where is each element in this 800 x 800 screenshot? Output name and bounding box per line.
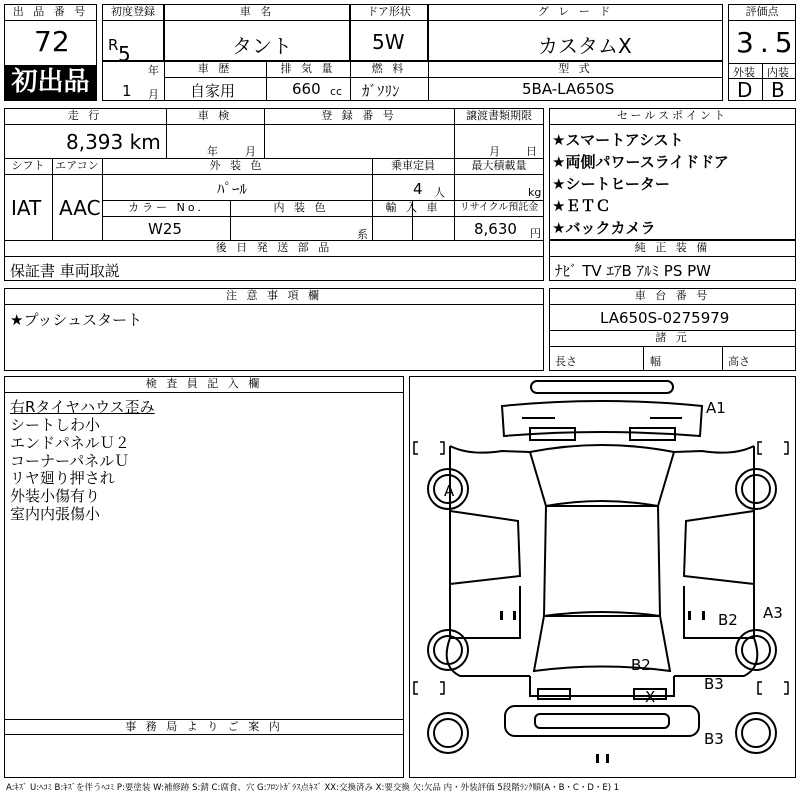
exterior-label: 外装: [733, 66, 755, 79]
month-unit: 月: [148, 88, 159, 101]
mark-a1: A1: [706, 399, 726, 417]
score-label: 評価点: [745, 5, 779, 18]
inspector-line-6: 外装小傷有り: [10, 487, 101, 505]
height-label: 高さ: [728, 355, 750, 368]
ac-value: AAC: [59, 196, 101, 220]
dims-label: 諸 元: [655, 331, 690, 344]
sales-point-2: ★両側パワースライドドア: [552, 153, 729, 171]
inspector-line-5: リヤ廻り押され: [10, 469, 115, 487]
transfer-label: 譲渡書類期限: [466, 109, 532, 122]
sales-point-4: ★ＥＴＣ: [552, 197, 611, 215]
history-label: 車 歴: [197, 62, 233, 75]
first-reg-label: 初度登録: [111, 5, 155, 18]
sales-point-1: ★スマートアシスト: [552, 131, 684, 149]
mark-a-front-wheel: A: [444, 482, 455, 500]
recycle-value: 8,630: [474, 220, 517, 238]
capacity-unit: 人: [434, 186, 445, 199]
grade-value: カスタムX: [538, 34, 632, 58]
mark-b2-side: B2: [718, 611, 738, 629]
inspector-line-2: シートしわ小: [10, 416, 101, 434]
mileage-value: 8,393 km: [66, 130, 161, 154]
equipment-label: 純 正 装 備: [634, 241, 711, 254]
sales-point-5: ★バックカメラ: [552, 219, 656, 237]
displacement-value: 660: [292, 80, 321, 98]
mark-b2-rear: B2: [631, 656, 651, 674]
reg-no-label: 登 録 番 号: [321, 109, 397, 122]
era: R: [108, 36, 119, 54]
displacement-label: 排 気 量: [280, 62, 336, 75]
later-parts-value: 保証書 車両取説: [10, 262, 120, 280]
color-no-value: W25: [148, 220, 182, 238]
inspector-line-1: 右Rタイヤハウス歪み: [10, 398, 155, 416]
chassis-value: LA650S-0275979: [600, 309, 730, 327]
load-label: 最大積載量: [471, 159, 527, 172]
color-label: 外 装 色: [209, 159, 265, 172]
exterior-score: D: [737, 78, 753, 102]
office-label: 事 務 局 よ り ご 案 内: [125, 720, 283, 733]
inspector-line-7: 室内内張傷小: [10, 505, 101, 523]
sales-points-label: セールスポイント: [616, 109, 728, 122]
notes-label: 注 意 事 項 欄: [226, 289, 322, 302]
ac-label: エアコン: [55, 159, 99, 172]
mileage-label: 走 行: [67, 109, 103, 122]
car-diagram: [410, 376, 796, 778]
inspection-label: 車 検: [197, 109, 233, 122]
color-no-label: カラー No.: [128, 201, 204, 214]
history-value: 自家用: [190, 82, 236, 100]
door-label: ドア形状: [367, 5, 411, 18]
first-listing-badge: 初出品: [5, 65, 96, 100]
sales-point-3: ★シートヒーター: [552, 175, 670, 193]
inspector-line-4: コーナーパネルＵ: [10, 452, 130, 470]
load-unit: kg: [528, 186, 542, 199]
inspection-month-unit: 月: [245, 145, 256, 158]
mark-b3-bottom: B3: [704, 730, 724, 748]
mark-x-rear: X: [645, 688, 656, 706]
mark-b3-corner: B3: [704, 675, 724, 693]
inspector-line-3: エンドパネルＵ２: [10, 434, 130, 452]
interior-score: B: [771, 78, 785, 102]
shift-label: シフト: [11, 159, 45, 172]
recycle-unit: 円: [530, 227, 541, 240]
mark-a3: A3: [763, 604, 783, 622]
door-value: 5W: [372, 30, 405, 54]
lot-number: 72: [34, 25, 70, 58]
lot-label: 出 品 番 号: [12, 5, 89, 18]
length-label: 長さ: [555, 355, 577, 368]
score-value: 3.5: [736, 26, 799, 59]
inspection-year-unit: 年: [207, 145, 218, 158]
int-color-label: 内 装 色: [273, 201, 329, 214]
reg-month: 1: [122, 82, 132, 100]
transfer-month-unit: 月: [489, 145, 500, 158]
later-parts-label: 後 日 発 送 部 品: [215, 241, 333, 254]
notes-value: ★プッシュスタート: [10, 311, 143, 329]
reg-year: 5: [118, 42, 131, 66]
model-label: 型 式: [558, 62, 593, 75]
model-value: 5BA-LA650S: [522, 80, 615, 98]
transfer-day-unit: 日: [526, 145, 537, 158]
fuel-value: ｶﾞｿﾘﾝ: [362, 82, 400, 100]
capacity-value: 4: [413, 180, 423, 198]
interior-label: 内装: [767, 66, 789, 79]
capacity-label: 乗車定員: [391, 159, 435, 172]
displacement-unit: cc: [330, 85, 343, 98]
int-color-unit: 系: [357, 228, 368, 241]
import-label: 輸 入 車: [385, 201, 441, 214]
width-label: 幅: [650, 355, 661, 368]
car-name-label: 車 名: [239, 5, 275, 18]
car-name: タント: [232, 34, 292, 58]
shift-value: IAT: [11, 196, 42, 220]
grade-label: グ レ ー ド: [537, 5, 614, 18]
year-unit: 年: [148, 64, 159, 77]
legend: A:ｷｽﾞ U:ﾍｺﾐ B:ｷｽﾞを伴うﾍｺﾐ P:要塗装 W:補修跡 S:錆 C:腐食、穴 G:ﾌﾛﾝﾄｶﾞﾗｽ点ｷｽﾞ XX:交換済み X:要交換 欠:欠品 内・外装評価 5段階ﾗﾝｸ順(A・B・C・D・E) 1: [6, 783, 620, 793]
chassis-label: 車 台 番 号: [634, 289, 711, 302]
inspector-label: 検 査 員 記 入 欄: [145, 377, 263, 390]
fuel-label: 燃 料: [371, 62, 407, 75]
color-value: ﾊﾟｰﾙ: [217, 180, 248, 198]
recycle-label: リサイクル預託金: [459, 202, 539, 213]
equipment-value: ﾅﾋﾞ TV ｴｱB ｱﾙﾐ PS PW: [555, 262, 711, 280]
